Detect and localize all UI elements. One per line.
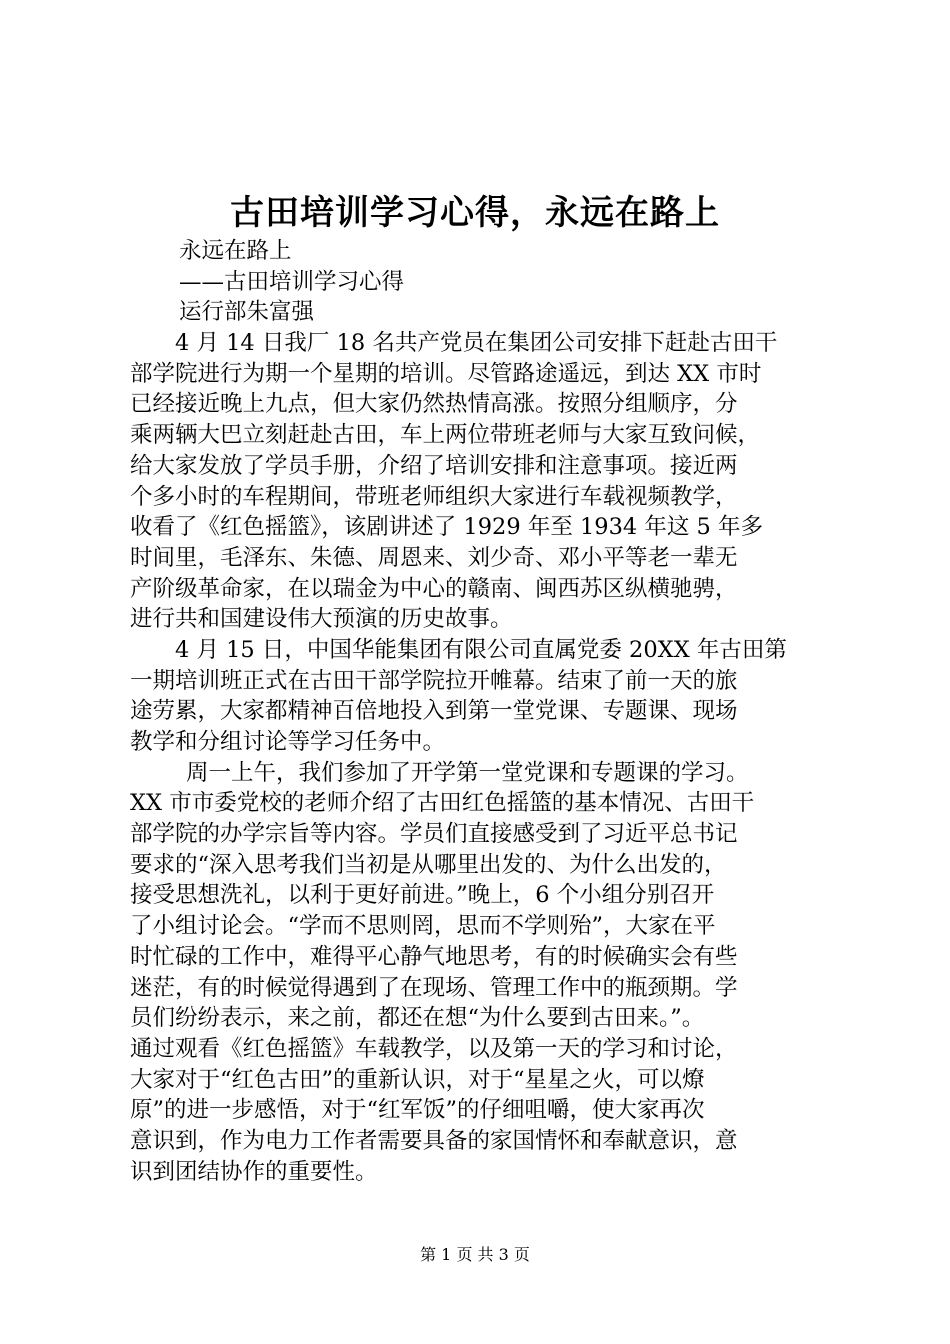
text-line: 了小组讨论会。“学而不思则罔，思而不学则殆”，大家在平 — [130, 913, 716, 940]
text-line: 乘两辆大巴立刻赶赴古田，车上两位带班老师与大家互致问候， — [130, 422, 761, 449]
page-footer: 第 1 页 共 3 页 — [420, 1245, 530, 1264]
text-line: 产阶级革命家，在以瑞金为中心的赣南、闽西苏区纵横驰骋， — [130, 575, 738, 602]
text-line: 周一上午，我们参加了开学第一堂党课和专题课的学习。 — [186, 759, 749, 786]
text-line: 通过观看《红色摇篮》车载教学，以及第一天的学习和讨论， — [130, 1035, 738, 1062]
subtitle-line: 永远在路上 — [179, 238, 292, 264]
text-line: 识到团结协作的重要性。 — [130, 1158, 378, 1185]
text-line: 员们纷纷表示，来之前，都还在想“为什么要到古田来。”。 — [130, 1005, 705, 1032]
text-line: 4 月 15 日，中国华能集团有限公司直属党委 20XX 年古田第 — [175, 636, 787, 663]
author-line: 运行部朱富强 — [179, 299, 315, 326]
text-line: 收看了《红色摇篮》，该剧讲述了 1929 年至 1934 年这 5 年多 — [130, 514, 764, 541]
text-line: 时间里，毛泽东、朱德、周恩来、刘少奇、邓小平等老一辈无 — [130, 544, 738, 571]
text-line: 迷茫，有的时候觉得遇到了在现场、管理工作中的瓶颈期。学 — [130, 974, 738, 1001]
paragraph-1 — [130, 328, 830, 635]
text-line: 个多小时的车程期间，带班老师组织大家进行车载视频教学， — [130, 483, 738, 510]
document-body — [130, 236, 830, 1187]
text-line: 接受思想洗礼，以利于更好前进。”晚上，6 个小组分别召开 — [130, 882, 715, 909]
text-line: 已经接近晚上九点，但大家仍然热情高涨。按照分组顺序，分 — [130, 391, 738, 418]
text-line: 部学院的办学宗旨等内容。学员们直接感受到了习近平总书记 — [130, 821, 738, 848]
text-line: 要求的“深入思考我们当初是从哪里出发的、为什么出发的， — [130, 851, 727, 878]
text-line: 教学和分组讨论等学习任务中。 — [130, 729, 446, 755]
text-line: 一期培训班正式在古田干部学院拉开帷幕。结束了前一天的旅 — [130, 667, 738, 694]
text-line: 原”的进一步感悟，对于“红军饭”的仔细咀嚼，使大家再次 — [130, 1097, 705, 1124]
text-line: 部学院进行为期一个星期的培训。尽管路途遥远，到达 XX 市时 — [130, 360, 762, 387]
text-line: 4 月 14 日我厂 18 名共产党员在集团公司安排下赶赴古田干 — [175, 330, 778, 357]
text-line: XX 市市委党校的老师介绍了古田红色摇篮的基本情况、古田干 — [130, 790, 755, 817]
text-line: 给大家发放了学员手册，介绍了培训安排和注意事项。接近两 — [130, 452, 738, 479]
text-line: 意识到，作为电力工作者需要具备的家国情怀和奉献意识，意 — [130, 1127, 738, 1154]
text-line: 时忙碌的工作中，难得平心静气地思考，有的时候确实会有些 — [130, 943, 738, 970]
paragraph-3 — [130, 758, 830, 1188]
text-line: 进行共和国建设伟大预演的历史故事。 — [130, 606, 513, 633]
text-line: 途劳累，大家都精神百倍地投入到第一堂党课、专题课、现场 — [130, 698, 738, 725]
text-line: 大家对于“红色古田”的重新认识，对于“星星之火，可以燎 — [130, 1066, 705, 1093]
paragraph-2 — [130, 635, 830, 758]
subtitle-line: ——古田培训学习心得 — [179, 268, 405, 295]
document-title: 古田培训学习心得，永远在路上 — [230, 193, 720, 233]
